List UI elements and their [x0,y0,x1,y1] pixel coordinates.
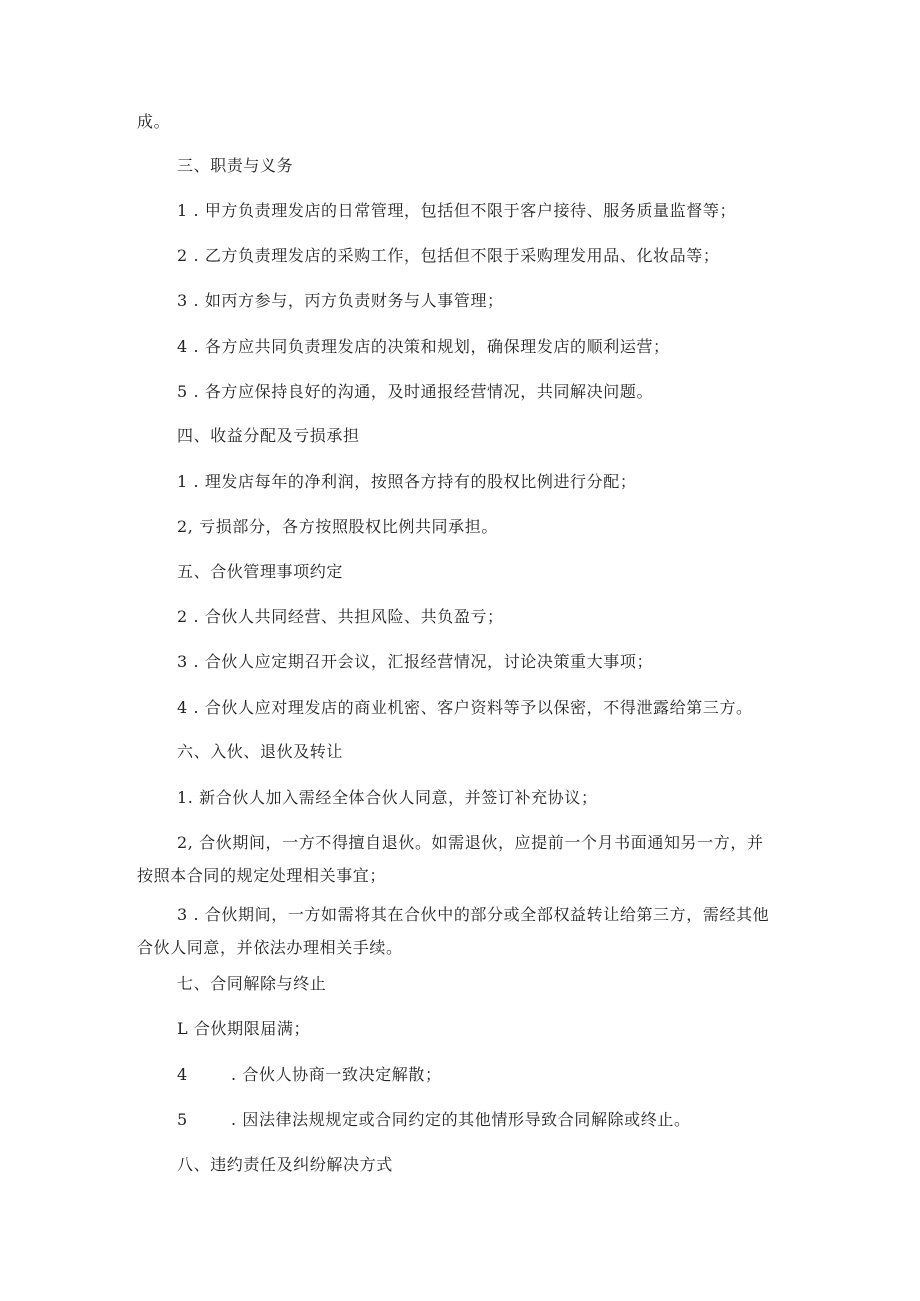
list-item: 4 . 各方应共同负责理发店的决策和规划，确保理发店的顺利运营； [177,337,670,356]
list-paragraph: 2, 合伙期间，一方不得擅自退伙。如需退伙，应提前一个月书面通知另一方，并按照本合同的规定处理相关事宜； [137,833,764,885]
section-heading: 四、收益分配及亏损承担 [177,426,360,445]
list-number: 4 [177,1065,188,1084]
list-item: 3 . 合伙人应定期召开会议，汇报经营情况，讨论决策重大事项； [177,652,654,671]
list-item: 2, 亏损部分，各方按照股权比例共同承担。 [177,517,498,536]
list-item: 4 . 合伙人应对理发店的商业机密、客户资料等予以保密，不得泄露给第三方。 [177,698,753,717]
list-item: 2 . 乙方负责理发店的采购工作，包括但不限于采购理发用品、化妆品等； [177,246,720,265]
list-item: 1 . 甲方负责理发店的日常管理，包括但不限于客户接待、服务质量监督等； [177,201,737,220]
list-item-text: . 因法律法规规定或合同约定的其他情形导致合同解除或终止。 [231,1110,691,1129]
section-heading: 五、合伙管理事项约定 [177,562,344,581]
section-heading: 三、职责与义务 [177,156,294,175]
section-heading: 七、合同解除与终止 [177,974,327,993]
list-paragraph: 3 . 合伙期间，一方如需将其在合伙中的部分或全部权益转让给第三方，需经其他合伙人同意，并依法办理相关手续。 [137,905,770,957]
list-item: 3 . 如丙方参与，丙方负责财务与人事管理； [177,291,504,310]
list-item: L 合伙期限届满； [177,1019,311,1038]
list-item-text: . 合伙人协商一致决定解散； [231,1065,442,1084]
text-line: 成。 [137,112,171,131]
list-item: 5 . 各方应保持良好的沟通，及时通报经营情况，共同解决问题。 [177,382,654,401]
list-item: 2 . 合伙人共同经营、共担风险、共负盈亏； [177,607,504,626]
list-item: 1 . 理发店每年的净利润，按照各方持有的股权比例进行分配； [177,472,637,491]
section-heading: 六、入伙、退伙及转让 [177,742,344,761]
list-item: 1. 新合伙人加入需经全体合伙人同意，并签订补充协议； [177,788,598,807]
list-item [177,1109,691,1131]
list-item [177,1064,442,1086]
list-number: 5 [177,1110,188,1129]
section-heading: 八、违约责任及纠纷解决方式 [177,1155,393,1174]
